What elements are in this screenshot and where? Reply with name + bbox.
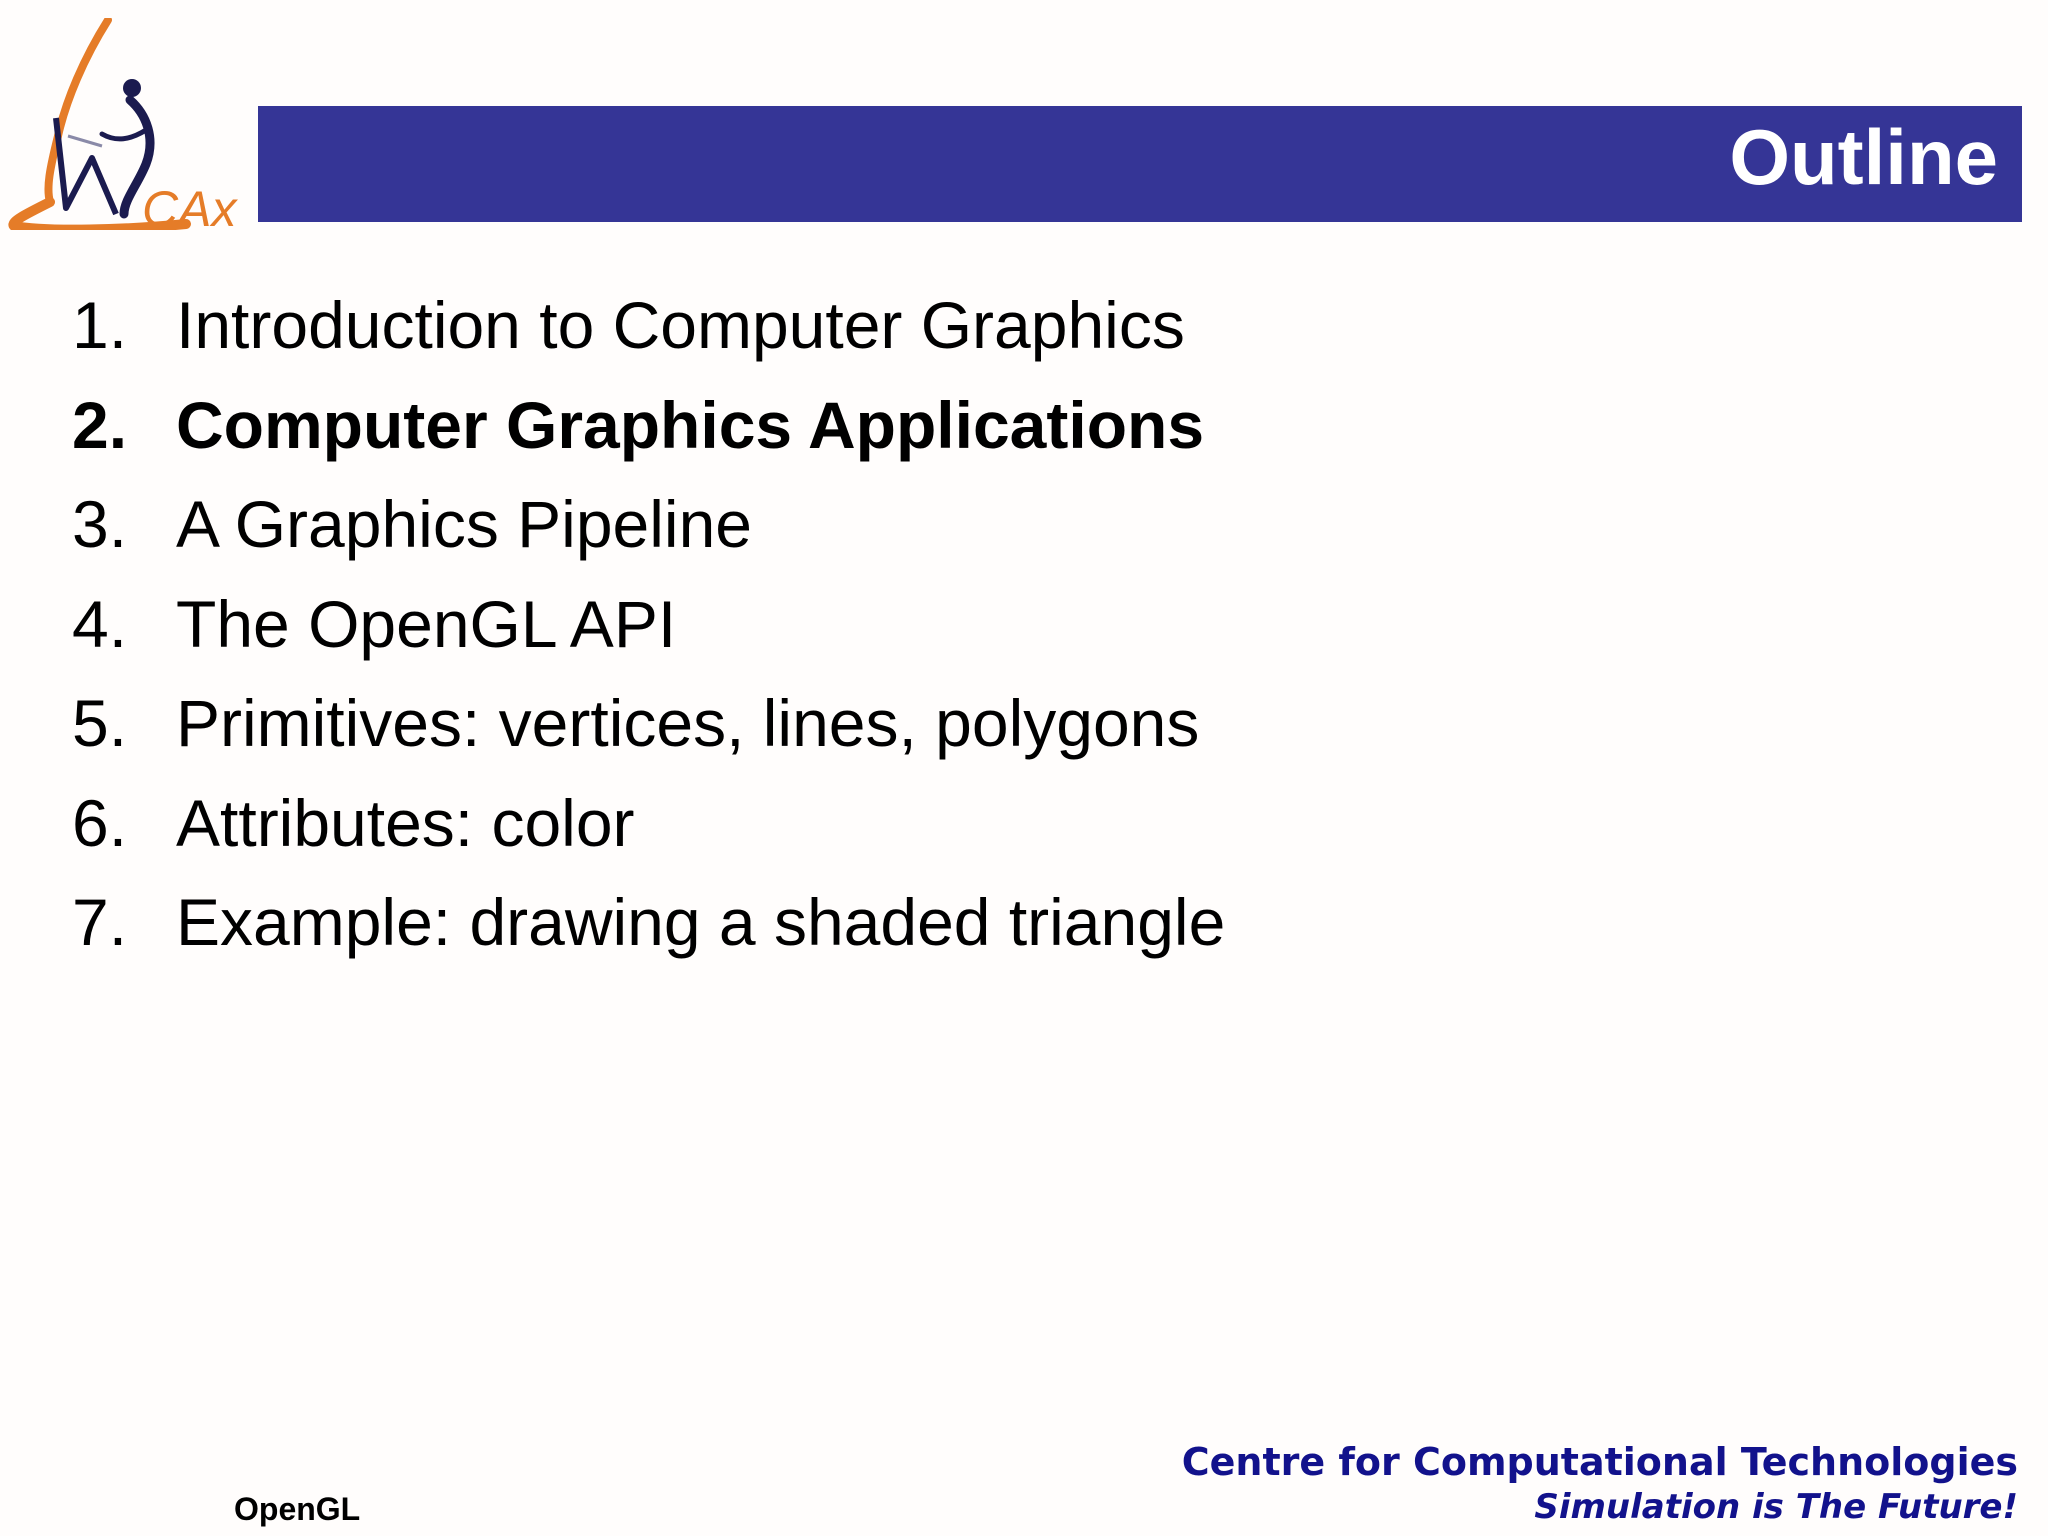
outline-item-label: A Graphics Pipeline — [176, 487, 752, 561]
outline-item-label: Attributes: color — [176, 785, 635, 860]
cax-logo — [6, 18, 260, 230]
title-band — [258, 106, 2022, 222]
outline-item-label: Computer Graphics Applications — [176, 387, 1205, 462]
outline-item-number: 6. — [72, 785, 128, 860]
footer-topic: OpenGL — [234, 1491, 361, 1527]
outline-item-number: 3. — [72, 487, 128, 561]
outline-item-number: 1. — [72, 288, 128, 362]
footer-tagline: Simulation is The Future! — [1534, 1487, 2018, 1527]
outline-item-label: Example: drawing a shaded triangle — [176, 885, 1226, 959]
outline-item-number: 4. — [72, 586, 128, 661]
outline-item-number: 5. — [72, 686, 128, 760]
outline-item-label: Introduction to Computer Graphics — [176, 288, 1185, 362]
footer-org-name: Centre for Computational Technologies — [1181, 1440, 2018, 1484]
outline-item-label: The OpenGL API — [176, 586, 677, 661]
outline-item-number: 7. — [72, 885, 128, 959]
svg-text:CAx: CAx — [142, 181, 237, 230]
footer-branding — [1181, 1440, 2018, 1527]
outline-item-label: Primitives: vertices, lines, polygons — [176, 686, 1200, 760]
cax-logo-icon — [6, 18, 260, 230]
slide-title: Outline — [1729, 113, 1998, 201]
outline-item-number: 2. — [72, 387, 128, 462]
